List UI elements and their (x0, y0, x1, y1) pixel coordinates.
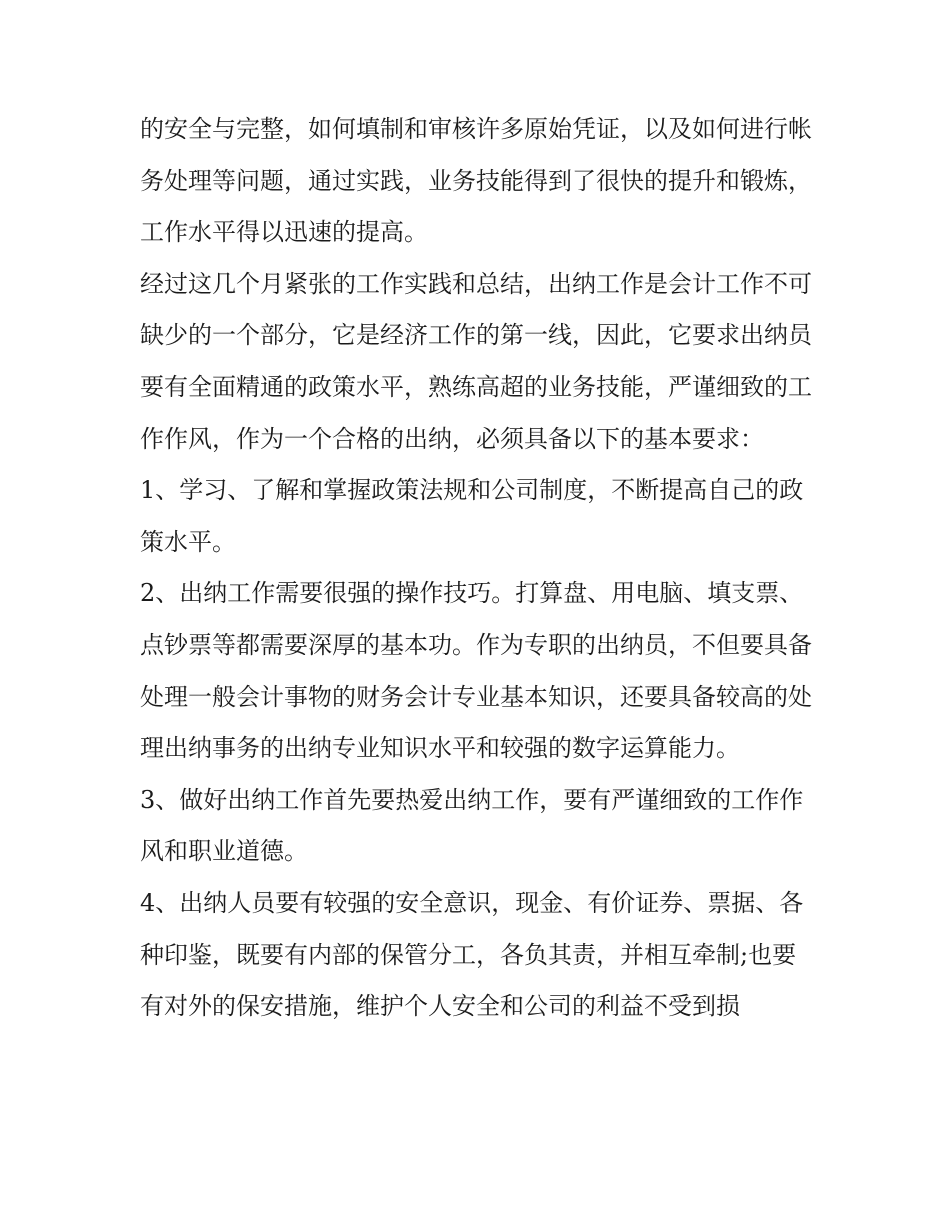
paragraph-summary: 经过这几个月紧张的工作实践和总结，出纳工作是会计工作不可缺少的一个部分，它是经济工作的第一线，因此，它要求出纳员要有全面精通的政策水平，熟练高超的业务技能，严谨细致的工作作风，作为一个合格的出纳，必须具备以下的基本要求： (140, 269, 812, 453)
requirement-item-2: 2、出纳工作需要很强的操作技巧。打算盘、用电脑、填支票、点钞票等都需要深厚的基本功。作为专职的出纳员，不但要具备处理一般会计事物的财务会计专业基本知识，还要具备较高的处理出纳事务的出纳专业知识水平和较强的数字运算能力。 (140, 579, 812, 763)
document-body (140, 104, 820, 1033)
paragraph-continuation: 的安全与完整，如何填制和审核许多原始凭证，以及如何进行帐务处理等问题，通过实践，业务技能得到了很快的提升和锻炼，工作水平得以迅速的提高。 (140, 115, 812, 247)
requirement-item-1: 1、学习、了解和掌握政策法规和公司制度，不断提高自己的政策水平。 (140, 476, 804, 556)
requirement-item-3: 3、做好出纳工作首先要热爱出纳工作，要有严谨细致的工作作风和职业道德。 (140, 785, 804, 866)
requirement-item-4: 4、出纳人员要有较强的安全意识，现金、有价证券、票据、各种印鉴，既要有内部的保管分工，各负其责，并相互牵制;也要有对外的保安措施，维护个人安全和公司的利益不受到损 (140, 888, 804, 1021)
